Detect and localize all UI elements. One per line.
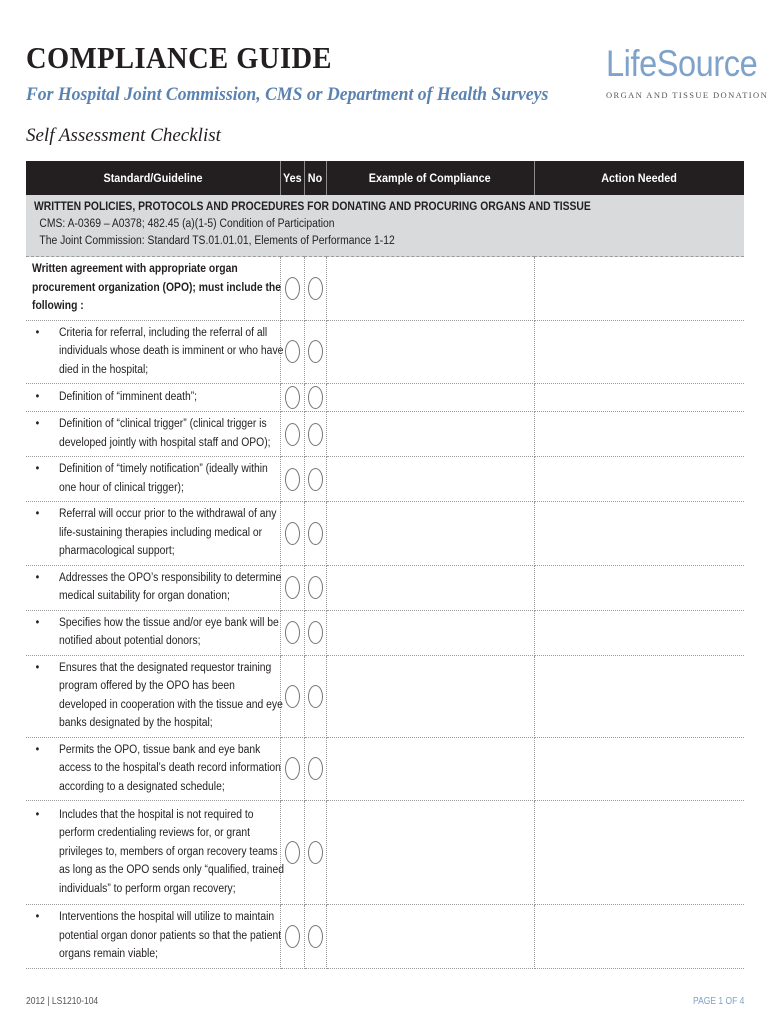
no-cell: [304, 655, 326, 737]
bullet-icon: •: [35, 661, 40, 674]
no-cell: [304, 502, 326, 566]
footer-doc-id: 2012 | LS1210-104: [26, 996, 99, 1007]
example-cell[interactable]: [326, 610, 534, 655]
no-cell: [304, 801, 326, 905]
no-radio[interactable]: [308, 576, 323, 599]
example-cell[interactable]: [326, 257, 534, 321]
section-cms-reference: CMS: A-0369 – A0378; 482.45 (a)(1-5) Condition of Participation: [39, 218, 335, 230]
yes-radio[interactable]: [285, 621, 300, 644]
checklist-table: [26, 161, 744, 969]
page-subtitle: For Hospital Joint Commission, CMS or Department of Health Surveys: [26, 84, 549, 105]
standard-text: Definition of “clinical trigger” (clinical trigger is developed jointly with hospital staff and OPO);: [59, 418, 271, 449]
example-cell[interactable]: [326, 565, 534, 610]
yes-radio[interactable]: [285, 468, 300, 491]
table-row: [26, 610, 744, 655]
table-row: [26, 457, 744, 502]
example-cell[interactable]: [326, 655, 534, 737]
standard-text: Interventions the hospital will utilize to maintain potential organ donor patients so that the patient organs remain viable;: [59, 911, 282, 960]
logo-wordmark: LifeSource: [606, 43, 758, 84]
lifesource-logo: [606, 43, 769, 100]
no-cell: [304, 737, 326, 801]
section-row: [26, 195, 744, 257]
action-cell[interactable]: [534, 737, 744, 801]
standard-cell: [26, 801, 284, 905]
no-radio[interactable]: [308, 522, 323, 545]
standard-cell: [26, 257, 280, 321]
example-cell[interactable]: [326, 457, 534, 502]
yes-radio[interactable]: [285, 423, 300, 446]
bullet-icon: •: [35, 390, 40, 403]
table-header-row: [26, 161, 744, 195]
yes-radio[interactable]: [285, 925, 300, 948]
table-row: [26, 801, 744, 905]
example-cell[interactable]: [326, 320, 534, 384]
standard-text: Ensures that the designated requestor training program offered by the OPO has been developed in cooperation with the tissue and eye banks designated by the hospital;: [59, 661, 283, 729]
standard-text: Definition of “timely notification” (ideally within one hour of clinical trigger);: [59, 463, 268, 494]
standard-cell: [26, 565, 280, 610]
yes-radio[interactable]: [285, 522, 300, 545]
yes-radio[interactable]: [285, 576, 300, 599]
bullet-icon: •: [35, 508, 40, 520]
table-row: [26, 384, 744, 412]
table-row: [26, 905, 744, 969]
standard-cell: [26, 320, 284, 384]
action-cell[interactable]: [534, 905, 744, 969]
no-radio[interactable]: [308, 340, 323, 363]
section-heading: WRITTEN POLICIES, PROTOCOLS AND PROCEDURES FOR DONATING AND PROCURING ORGANS AND TISSUE: [34, 201, 591, 213]
yes-radio[interactable]: [285, 386, 300, 409]
no-cell: [304, 610, 326, 655]
bullet-icon: •: [35, 326, 40, 339]
no-cell: [304, 384, 326, 412]
no-radio[interactable]: [308, 621, 323, 644]
action-cell[interactable]: [534, 610, 744, 655]
no-radio[interactable]: [308, 468, 323, 491]
example-cell[interactable]: [326, 801, 534, 905]
table-row: [26, 565, 744, 610]
example-cell[interactable]: [326, 384, 534, 412]
action-cell[interactable]: [534, 457, 744, 502]
table-row: [26, 502, 744, 566]
section-title: Self Assessment Checklist: [26, 125, 221, 146]
no-radio[interactable]: [308, 423, 323, 446]
action-cell[interactable]: [534, 320, 744, 384]
yes-radio[interactable]: [285, 757, 300, 780]
standard-text: Written agreement with appropriate organ procurement organization (OPO); must include the following :: [32, 263, 282, 312]
standard-cell: [26, 905, 280, 969]
table-row: [26, 257, 744, 321]
no-cell: [304, 412, 326, 457]
bullet-icon: •: [35, 911, 40, 923]
action-cell[interactable]: [534, 655, 744, 737]
col-header-standard: Standard/Guideline: [26, 161, 280, 195]
no-cell: [304, 320, 326, 384]
col-header-yes: Yes: [280, 161, 304, 195]
standard-cell: [26, 384, 280, 412]
action-cell[interactable]: [534, 565, 744, 610]
yes-radio[interactable]: [285, 841, 300, 864]
bullet-icon: •: [35, 743, 40, 756]
yes-radio[interactable]: [285, 277, 300, 300]
logo-tagline: ORGAN AND TISSUE DONATION: [606, 90, 769, 100]
table-row: [26, 655, 744, 737]
example-cell[interactable]: [326, 412, 534, 457]
table-row: [26, 412, 744, 457]
bullet-icon: •: [35, 463, 40, 475]
section-jc-reference: The Joint Commission: Standard TS.01.01.01, Elements of Performance 1-12: [39, 235, 395, 247]
bullet-icon: •: [35, 808, 40, 821]
no-radio[interactable]: [308, 841, 323, 864]
standard-cell: [26, 737, 280, 801]
no-cell: [304, 905, 326, 969]
col-header-action: Action Needed: [534, 161, 744, 195]
no-radio[interactable]: [308, 757, 323, 780]
no-radio[interactable]: [308, 925, 323, 948]
action-cell[interactable]: [534, 801, 744, 905]
standard-text: Criteria for referral, including the referral of all individuals whose death is imminent or who have died in the hospital;: [59, 326, 284, 376]
example-cell[interactable]: [326, 905, 534, 969]
no-cell: [304, 565, 326, 610]
action-cell[interactable]: [534, 257, 744, 321]
standard-text: Includes that the hospital is not required to perform credentialing reviews for, or grant privileges to, members of organ recovery teams as long as the OPO sends only “qualified, trained individuals” to perform organ recovery;: [59, 808, 284, 895]
standard-cell: [26, 655, 283, 737]
bullet-icon: •: [35, 418, 40, 430]
action-cell[interactable]: [534, 384, 744, 412]
standard-text: Specifies how the tissue and/or eye bank will be notified about potential donors;: [59, 616, 279, 647]
standard-cell: [26, 502, 280, 566]
standard-text: Referral will occur prior to the withdrawal of any life-sustaining therapies including medical or pharmacological support;: [59, 508, 277, 557]
yes-radio[interactable]: [285, 340, 300, 363]
yes-radio[interactable]: [285, 685, 300, 708]
example-cell[interactable]: [326, 502, 534, 566]
no-cell: [304, 457, 326, 502]
footer-page-number: PAGE 1 OF 4: [692, 996, 744, 1007]
page-title: COMPLIANCE GUIDE: [26, 40, 333, 75]
action-cell[interactable]: [534, 412, 744, 457]
no-radio[interactable]: [308, 386, 323, 409]
example-cell[interactable]: [326, 737, 534, 801]
action-cell[interactable]: [534, 502, 744, 566]
standard-cell: [26, 610, 280, 655]
col-header-example: Example of Compliance: [326, 161, 534, 195]
col-header-no: No: [304, 161, 326, 195]
standard-cell: [26, 412, 280, 457]
bullet-icon: •: [35, 616, 40, 629]
standard-cell: [26, 457, 280, 502]
no-cell: [304, 257, 326, 321]
standard-text: Definition of “imminent death”;: [59, 390, 198, 403]
table-row: [26, 737, 744, 801]
standard-text: Addresses the OPO’s responsibility to determine medical suitability for organ donation;: [59, 571, 282, 602]
no-radio[interactable]: [308, 685, 323, 708]
bullet-icon: •: [35, 571, 40, 584]
standard-text: Permits the OPO, tissue bank and eye bank access to the hospital’s death record information according to a designated schedule;: [59, 743, 281, 793]
no-radio[interactable]: [308, 277, 323, 300]
table-row: [26, 320, 744, 384]
